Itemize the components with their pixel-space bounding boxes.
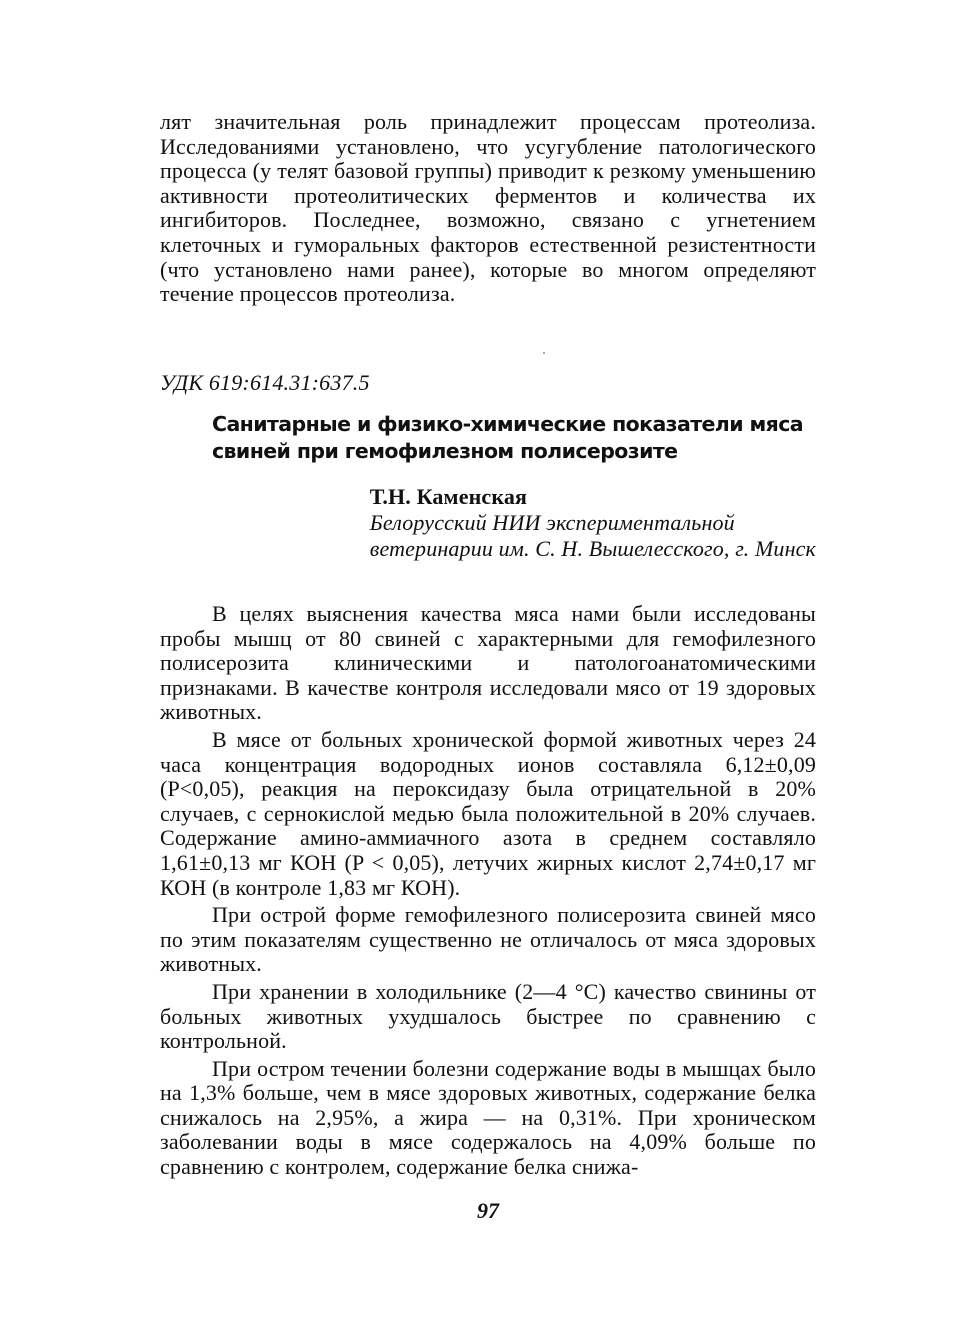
article-body	[160, 602, 816, 1183]
author-name: Т.Н. Каменская	[369, 484, 528, 509]
document-page	[160, 0, 816, 1338]
affiliation-line-1: Белорусский НИИ экспериментальной	[369, 510, 735, 535]
intro-paragraph: лят значительная роль принадлежит процессам протеолиза. Исследованиями установлено, что усугубление патологического процесса (у телят базовой группы) приводит к резкому уменьшению активности протеолитических ферментов и количества их ингибиторов. Последнее, возможно, связано с угнетением клеточных и гуморальных факторов естественной резистентности (что установлено нами ранее), которые во многом определяют течение процессов протеолиза.	[160, 109, 816, 307]
scan-speck	[543, 352, 545, 354]
body-paragraph-3: При острой форме гемофилезного полисерозита свиней мясо по этим показателям существенно не отличалось от мяса здоровых животных.	[160, 902, 816, 977]
body-paragraph-2: В мясе от больных хронической формой животных через 24 часа концентрация водородных ионов составляла 6,12±0,09 (P<0,05), реакция на пероксидазу была отрицательной в 20% случаев, с сернокислой медью была положительной в 20% случаев. Содержание амино-аммиачного азота в среднем составляло 1,61±0,13 мг КОН (P < 0,05), летучих жирных кислот 2,74±0,17 мг КОН (в контроле 1,83 мг КОН).	[160, 726, 816, 900]
body-paragraph-5: При остром течении болезни содержание воды в мышцах было на 1,3% больше, чем в мясе здоровых животных, содержание белка снижалось на 2,95%, а жира — на 0,31%. При хроническом заболевании воды в мясе содержалось на 4,09% больше по сравнению с контролем, содержание белка снижа-	[160, 1055, 816, 1180]
article-title: Санитарные и физико-химические показатели мяса свиней при гемофилезном полисерозите	[212, 412, 804, 463]
affiliation-line-2: ветеринарии им. С. Н. Вышелесского, г. Минск	[369, 536, 816, 561]
author-block	[370, 484, 816, 562]
body-paragraph-4: При хранении в холодильнике (2—4 °С) качество свинины от больных животных ухудшалось быстрее по сравнению с контрольной.	[160, 978, 816, 1054]
page-number: 97	[477, 1198, 499, 1223]
udc-code: УДК 619:614.31:637.5	[160, 370, 370, 395]
body-paragraph-1: В целях выяснения качества мяса нами были исследованы пробы мышц от 80 свиней с характерными для гемофилезного полисерозита клиническими и патологоанатомическими признаками. В качестве контроля исследовали мясо от 19 здоровых животных.	[160, 601, 816, 725]
